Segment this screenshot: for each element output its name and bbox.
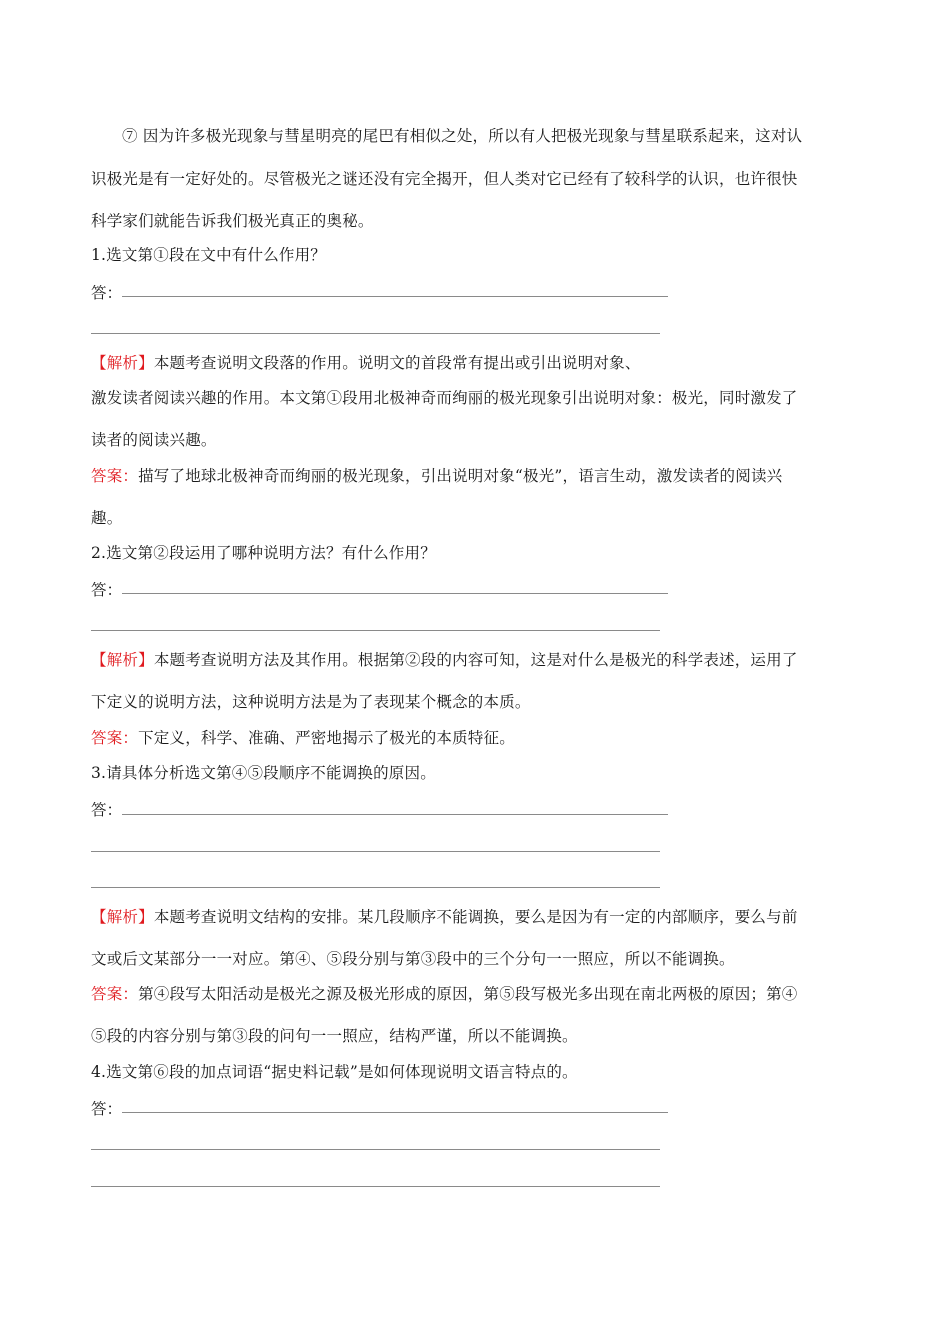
answer-1 — [91, 466, 782, 486]
answer-line-text: ⑤段的内容分别与第③段的问句一一照应，结构严谨，所以不能调换。 — [91, 1027, 578, 1045]
answer-line[interactable] — [91, 1186, 660, 1187]
analysis-line: 激发读者阅读兴趣的作用。本文第①段用北极神奇而绚丽的极光现象引出说明对象：极光，同时激发了 — [91, 389, 798, 407]
answer-line[interactable] — [122, 296, 668, 297]
answer-label: 答： — [91, 1100, 123, 1118]
question-3: 3.请具体分析选文第④⑤段顺序不能调换的原因。 — [91, 764, 436, 782]
passage-line: ⑦ 因为许多极光现象与彗星明亮的尾巴有相似之处，所以有人把极光现象与彗星联系起来，这对认 — [122, 127, 803, 145]
analysis-line: 读者的阅读兴趣。 — [91, 431, 217, 449]
analysis-line: 文或后文某部分一一对应。第④、⑤段分别与第③段中的三个分句一一照应，所以不能调换。 — [91, 950, 735, 968]
question-1: 1.选文第①段在文中有什么作用？ — [91, 246, 326, 264]
analysis-text: 本题考查说明方法及其作用。根据第②段的内容可知，这是对什么是极光的科学表述，运用了 — [153, 651, 798, 669]
answer-tag: 答案： — [91, 467, 139, 485]
answer-line[interactable] — [91, 1149, 660, 1150]
analysis-text: 本题考查说明文段落的作用。说明文的首段常有提出或引出说明对象、 — [153, 354, 641, 372]
analysis-text: 本题考查说明文结构的安排。某几段顺序不能调换，要么是因为有一定的内部顺序，要么与前 — [153, 908, 798, 926]
answer-text: 下定义，科学、准确、严密地揭示了极光的本质特征。 — [138, 729, 515, 747]
answer-line[interactable] — [91, 630, 660, 631]
question-4: 4.选文第⑥段的加点词语“据史料记载”是如何体现说明文语言特点的。 — [91, 1063, 578, 1081]
analysis-2 — [91, 650, 798, 670]
answer-tag: 答案： — [91, 729, 139, 747]
analysis-3 — [91, 907, 798, 927]
question-2: 2.选文第②段运用了哪种说明方法？有什么作用？ — [91, 544, 436, 562]
answer-text: 描写了地球北极神奇而绚丽的极光现象，引出说明对象“极光”，语言生动，激发读者的阅读兴 — [138, 467, 783, 485]
answer-label: 答： — [91, 801, 123, 819]
answer-2 — [91, 728, 515, 748]
analysis-tag: 【解析】 — [91, 908, 154, 926]
answer-label: 答： — [91, 284, 123, 302]
analysis-line: 下定义的说明方法，这种说明方法是为了表现某个概念的本质。 — [91, 693, 531, 711]
answer-label: 答： — [91, 581, 123, 599]
answer-line[interactable] — [91, 887, 660, 888]
answer-text: 第④段写太阳活动是极光之源及极光形成的原因，第⑤段写极光多出现在南北两极的原因；第④ — [138, 985, 798, 1003]
passage-line: 科学家们就能告诉我们极光真正的奥秘。 — [91, 212, 374, 230]
answer-line[interactable] — [122, 814, 668, 815]
answer-line-text: 趣。 — [91, 509, 123, 527]
answer-3 — [91, 984, 798, 1004]
answer-tag: 答案： — [91, 985, 139, 1003]
answer-line[interactable] — [122, 1112, 668, 1113]
analysis-1 — [91, 353, 641, 373]
answer-line[interactable] — [91, 851, 660, 852]
passage-line: 识极光是有一定好处的。尽管极光之谜还没有完全揭开，但人类对它已经有了较科学的认识，也许很快 — [91, 170, 798, 188]
answer-line[interactable] — [91, 333, 660, 334]
answer-line[interactable] — [122, 593, 668, 594]
analysis-tag: 【解析】 — [91, 354, 154, 372]
analysis-tag: 【解析】 — [91, 651, 154, 669]
